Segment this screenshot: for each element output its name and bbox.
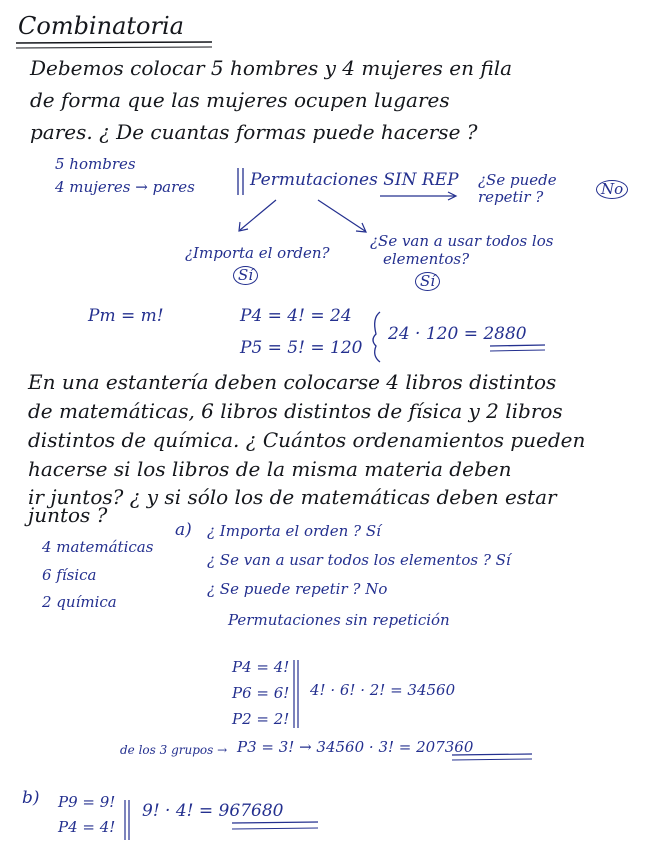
problem1-line-2: de forma que las mujeres ocupen lugares	[30, 88, 450, 112]
underline-967680	[232, 822, 318, 823]
part-a-final: P3 = 3! → 34560 · 3! = 207360	[237, 738, 474, 756]
part-a-p4: P4 = 4!	[232, 658, 290, 676]
underline-967680b	[232, 828, 318, 829]
brace-1	[373, 312, 380, 362]
title-underline-2	[16, 47, 212, 48]
all-question-1: ¿Se van a usar todos los	[370, 232, 554, 250]
page-title: Combinatoria	[18, 12, 184, 40]
repeat-answer: No	[596, 180, 628, 199]
data-hombres: 5 hombres	[55, 155, 136, 173]
underline-2880b	[490, 350, 545, 351]
part-b-label: b)	[22, 788, 40, 808]
title-underline	[16, 42, 212, 43]
order-question: ¿Importa el orden?	[185, 244, 330, 262]
result-1: 24 · 120 = 2880	[388, 324, 527, 344]
part-a-label: a)	[175, 520, 192, 540]
all-answer: Sí	[415, 272, 440, 291]
arrow-all	[318, 200, 365, 231]
problem2-line-4: hacerse si los libros de la misma materia deben	[28, 457, 512, 481]
repeat-question: ¿Se puede repetir ?	[478, 171, 557, 206]
part-a-type: Permutaciones sin repetición	[228, 611, 450, 629]
part-a-p6: P6 = 6!	[232, 684, 290, 702]
data-matematicas: 4 matemáticas	[42, 538, 154, 556]
underline-2880	[490, 345, 545, 346]
part-a-product: 4! · 6! · 2! = 34560	[310, 681, 456, 699]
formula-p5: P5 = 5! = 120	[240, 338, 363, 358]
problem1-line-1: Debemos colocar 5 hombres y 4 mujeres en fila	[30, 56, 513, 80]
part-a-order: ¿ Importa el orden ? Sí	[207, 522, 381, 540]
part-b-p9: P9 = 9!	[58, 793, 116, 811]
part-a-repeat: ¿ Se puede repetir ? No	[207, 580, 388, 598]
arrow-order	[240, 200, 276, 230]
part-b-result: 9! · 4! = 967680	[142, 801, 284, 821]
part-a-all: ¿ Se van a usar todos los elementos ? Sí	[207, 551, 511, 569]
underline-207360b	[452, 759, 532, 760]
formula-p4: P4 = 4! = 24	[240, 306, 352, 326]
part-a-p2: P2 = 2!	[232, 710, 290, 728]
formula-pm: Pm = m!	[88, 306, 164, 326]
part-a-groups-label: de los 3 grupos →	[120, 743, 228, 757]
problem2-line-2: de matemáticas, 6 libros distintos de física y 2 libros	[28, 399, 563, 423]
data-mujeres: 4 mujeres → pares	[55, 178, 195, 196]
data-fisica: 6 física	[42, 566, 97, 584]
data-quimica: 2 química	[42, 593, 117, 611]
part-b-p4: P4 = 4!	[58, 818, 116, 836]
problem2-line-3: distintos de química. ¿ Cuántos ordenamientos pueden	[28, 428, 586, 452]
all-question-2: elementos?	[383, 250, 470, 268]
order-answer: Sí	[233, 266, 258, 285]
problem2-line-6: juntos ?	[28, 503, 108, 527]
problem1-line-3: pares. ¿ De cuantas formas puede hacerse ?	[30, 120, 478, 144]
problem2-line-5: ir juntos? ¿ y si sólo los de matemáticas deben estar	[28, 485, 557, 509]
permutation-type: Permutaciones SIN REP	[250, 170, 459, 190]
problem2-line-1: En una estantería deben colocarse 4 libros distintos	[28, 370, 557, 394]
